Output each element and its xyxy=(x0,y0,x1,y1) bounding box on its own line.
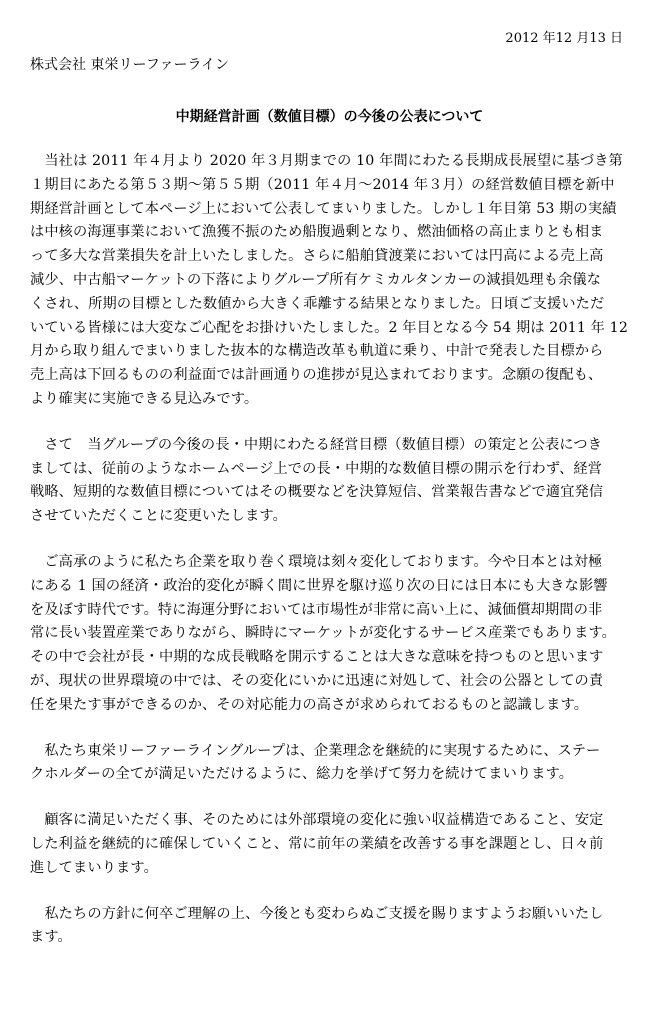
paragraph-line: にある 1 国の経済・政治的変化が瞬く間に世界を駆け巡り次の日には日本にも大きな影響 xyxy=(30,577,608,594)
paragraph-line: 任を果たす事ができるのか、その対応能力の高さが求められておるものと認識します。 xyxy=(30,696,589,713)
paragraph-5 xyxy=(30,809,628,880)
paragraph-line: ましては、従前のようなホームページ上での長・中期的な数値目標の開示を行わず、経営 xyxy=(30,460,603,477)
paragraph-line: ご高承のように私たち企業を取り巻く環境は刻々変化しております。今や日本とは対極 xyxy=(30,553,603,570)
paragraph-line: させていただくことに変更いたします。 xyxy=(30,508,287,525)
paragraph-line: 私たちの方針に何卒ご理解の上、今後とも変わらぬご支援を賜りますようお願いいたし xyxy=(30,905,604,922)
paragraph-3 xyxy=(30,551,628,718)
paragraph-line: ます。 xyxy=(30,929,72,946)
paragraph-line: さて 当グループの今後の長・中期にわたる経営目標（数値目標）の策定と公表につき xyxy=(30,436,603,453)
paragraph-line: 売上高は下回るものの利益面では計画通りの進捗が見込まれております。念願の復配も、 xyxy=(30,367,603,384)
paragraph-line: が、現状の世界環境の中では、その変化にいかに迅速に対処して、社会の公器としての責 xyxy=(30,672,604,689)
paragraph-line: を及ぼす時代です。特に海運分野においては市場性が非常に高い上に、減価償却期間の非 xyxy=(30,601,603,618)
paragraph-line: した利益を継続的に確保していくこと、常に前年の業績を改善する事を課題とし、日々前 xyxy=(30,835,604,852)
paragraph-line: より確実に実施できる見込みです。 xyxy=(30,390,259,407)
paragraph-line: 常に長い装置産業でありながら、瞬時にマーケットが変化するサービス産業でもあります。 xyxy=(30,625,616,642)
paragraph-line: 進してまいります。 xyxy=(30,859,158,876)
paragraph-line: 戦略、短期的な数値目標についてはその概要などを決算短信、営業報告書などで適宜発信 xyxy=(30,484,604,501)
paragraph-line: その中で会社が長・中期的な成長戦略を開示することは大きな意味を持つものと思います xyxy=(30,649,604,666)
paragraph-6 xyxy=(30,903,628,951)
company-name: 株式会社 東栄リーファーライン xyxy=(30,57,230,73)
paragraph-line: 月から取り組んでまいりました抜本的な構造改革も軌道に乗り、中計で発表した目標から xyxy=(30,343,604,360)
paragraph-line: って多大な営業損失を計上いたしました。さらに船舶貸渡業においては円高による売上高 xyxy=(30,248,604,265)
paragraph-line: 減少、中古船マーケットの下落によりグループ所有ケミカルタンカーの減損処理も余儀な xyxy=(30,271,602,288)
paragraph-1 xyxy=(30,150,628,412)
paragraph-line: は中核の海運事業において漁獲不振のため船腹過剰となり、燃油価格の高止まりとも相ま xyxy=(30,224,604,241)
document-body xyxy=(30,150,628,972)
paragraph-line: 顧客に満足いただく事、そのためには外部環境の変化に強い収益構造であること、安定 xyxy=(30,812,604,829)
paragraph-line: 当社は 2011 年４月より 2020 年３月期までの 10 年間にわたる長期成長展望に基づき第 xyxy=(30,153,623,169)
paragraph-4 xyxy=(30,740,628,788)
document-title: 中期経営計画（数値目標）の今後の公表について xyxy=(175,109,484,125)
paragraph-line: １期目にあたる第５３期～第５５期（2011 年４月～2014 年３月）の経営数値目標を新中 xyxy=(30,176,615,193)
paragraph-line: 私たち東栄リーファーライングループは、企業理念を継続的に実現するために、ステー xyxy=(30,742,601,759)
paragraph-line: クホルダーの全てが満足いただけるように、総力を挙げて努力を続けてまいります。 xyxy=(30,766,574,783)
paragraph-line: いている皆様には大変なご心配をお掛けいたしました。2 年目となる今 54 期は 2011 年 12 xyxy=(30,319,629,336)
paragraph-line: 期経営計画として本ページ上において公表してまいりました。しかし１年目第 53 期の実績 xyxy=(30,200,617,217)
document-date: 2012 年12 月13 日 xyxy=(505,31,623,46)
paragraph-line: くされ、所期の目標とした数値から大きく乖離する結果となりました。日頃ご支援いただ xyxy=(30,295,605,312)
paragraph-2 xyxy=(30,434,628,529)
